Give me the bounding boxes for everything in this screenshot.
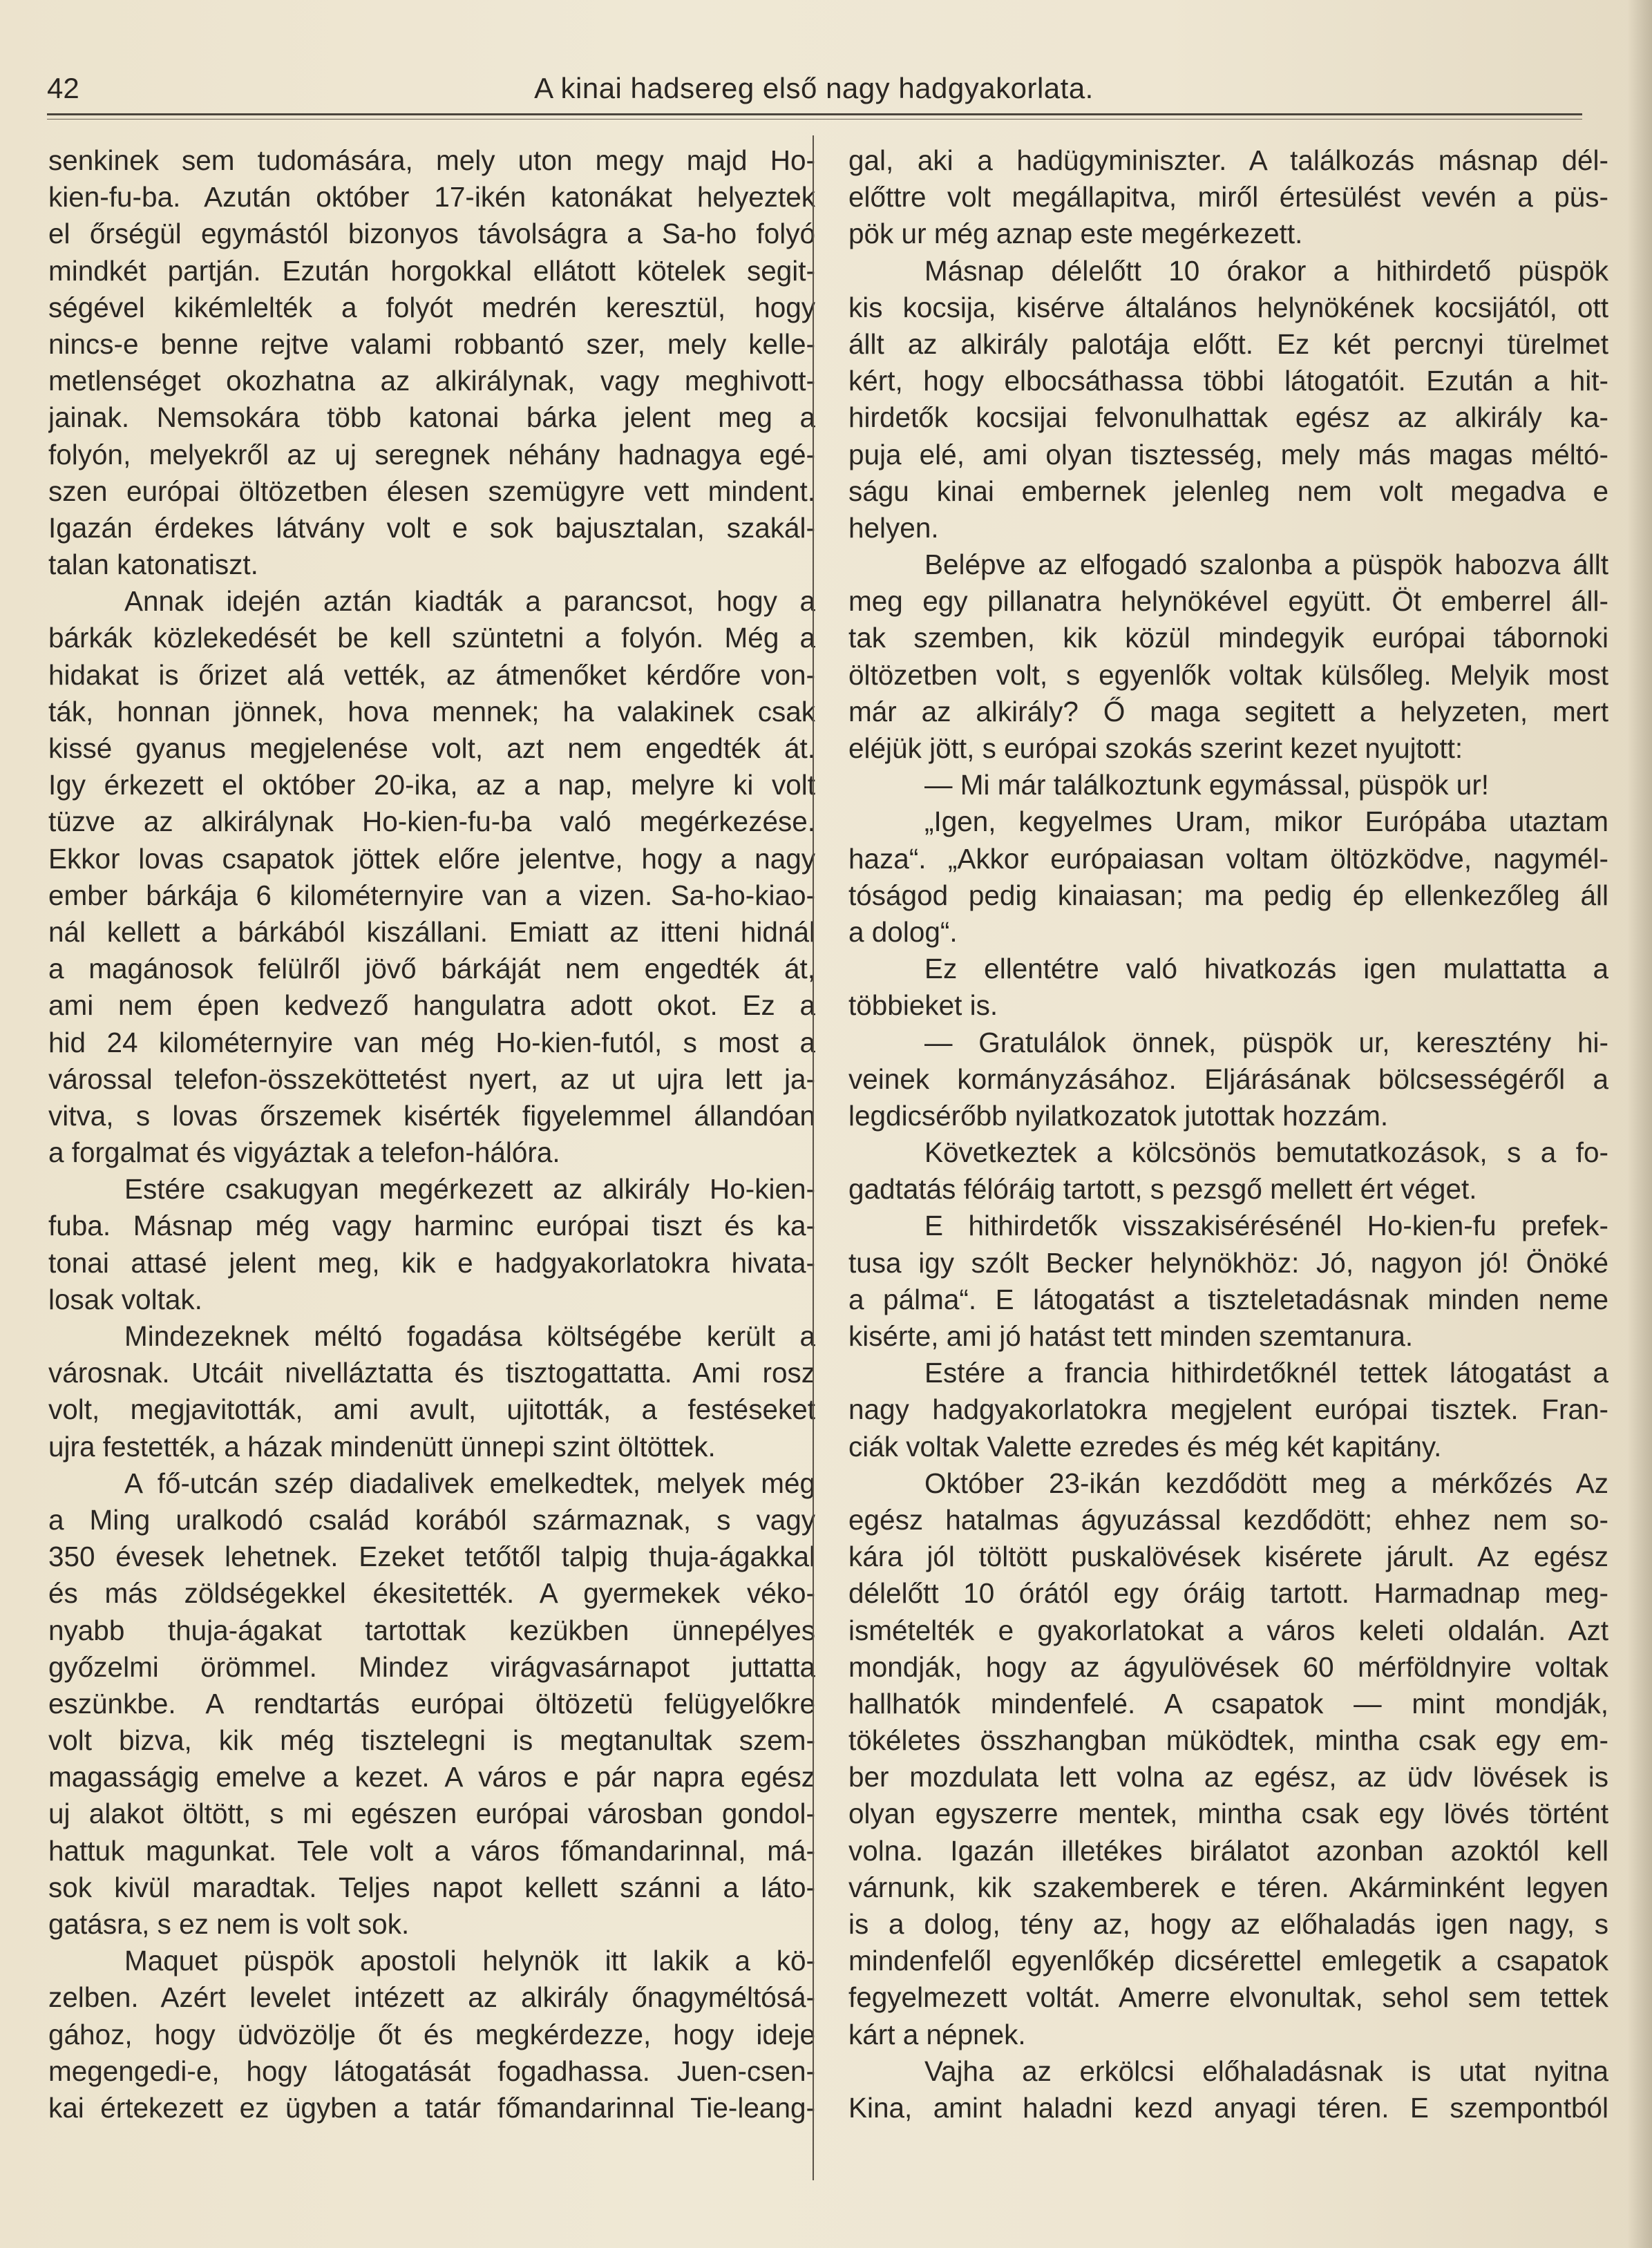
text-line: meg egy pillanatra helynökével együtt. Öt emberrel áll- [848,585,1608,618]
text-line: — Mi már találkoztunk egymással, püspök ur! [924,769,1490,801]
text-line: talan katonatiszt. [48,549,258,581]
text-line: gatásra, s ez nem is volt sok. [48,1908,410,1940]
running-title: A kinai hadsereg első nagy hadgyakorlata. [534,72,1094,104]
text-line: mindenfelől egyenlőkép dicsérettel emlegetik a csapatok [848,1945,1608,1977]
text-line: ber mozdulata lett volna az egész, az üdv lövések is [848,1761,1608,1793]
text-line: Igazán érdekes látvány volt e sok bajusztalan, szakál- [48,511,815,544]
text-line: vitva, s lovas őrszemek kisérték figyelemmel állandóan [48,1099,815,1132]
text-line: délelőtt 10 órától egy óráig tartott. Harmadnap meg- [848,1577,1608,1610]
text-line: kis kocsija, kisérve általános helynökének kocsijától, ott [848,291,1608,323]
text-line: ságu kinai embernek jelenleg nem volt megadva e [848,475,1608,507]
text-line: fegyelmezett voltát. Amerre elvonultak, sehol sem tettek [848,1981,1608,2014]
text-line: ták, honnan jönnek, hova mennek; ha valakinek csak [48,695,815,727]
text-line: volt bizva, kik még tisztelegni is megtanultak szem- [48,1724,815,1757]
right-column [848,142,1608,2126]
text-line: nál kellett a bárkából kiszállani. Emiatt az itteni hidnál [48,915,815,948]
text-line: kai értekezett ez ügyben a tatár főmandarinnal Tie-leang- [48,2091,815,2124]
text-line: senkinek sem tudomására, mely uton megy majd Ho- [48,144,815,176]
left-column [48,142,815,2126]
text-line: a dolog“. [848,915,958,948]
text-line: Belépve az elfogadó szalonba a püspök habozva állt [924,549,1608,581]
text-line: hid 24 kilométernyire van még Ho-kien-futól, s most a [48,1026,815,1058]
text-line: hidakat is őrizet alá vették, az átmenőket kérdőre von- [48,658,815,691]
text-line: ségével kikémlelték a folyót medrén keresztül, hogy [48,291,815,323]
text-line: ciák voltak Valette ezredes és még két kapitány. [848,1430,1442,1463]
text-line: ujra festették, a házak mindenütt ünnepi szint öltöttek. [48,1430,716,1463]
text-line: magasságig emelve a kezet. A város e pár napra egész [48,1761,815,1793]
text-line: városnak. Utcáit nivelláztatta és tisztogattatta. Ami rosz [48,1357,815,1389]
text-line: győzelmi örömmel. Mindez virágvasárnapot juttatta [48,1650,815,1683]
column-divider [813,135,814,2180]
text-line: sok kivül maradtak. Teljes napot kellett szánni a láto- [48,1871,815,1903]
text-line: volt, megjavitották, ami avult, ujitották, a festéseket [48,1393,815,1426]
text-line: volna. Igazán illetékes birálatot azonban azoktól kell [848,1834,1608,1867]
text-line: nincs-e benne rejtve valami robbantó szer, mely kelle- [48,327,815,360]
text-line: hallhatók mindenfelé. A csapatok — mint mondják, [848,1687,1608,1720]
text-line: Igy érkezett el október 20-ika, az a nap, melyre ki volt [48,769,815,801]
text-line: kért, hogy elbocsáthassa többi látogatóit. Ezután a hit- [848,365,1608,397]
text-line: is a dolog, tény az, hogy az előhaladás igen nagy, s [848,1908,1608,1940]
text-line: kien-fu-ba. Azután október 17-ikén katonákat helyeztek [48,181,815,213]
text-line: gal, aki a hadügyminiszter. A találkozás másnap dél- [848,144,1608,176]
text-line: Estére csakugyan megérkezett az alkirály Ho-kien- [124,1173,815,1206]
text-line: Ekkor lovas csapatok jöttek előre jelentve, hogy a nagy [48,842,815,875]
text-line: hattuk magunkat. Tele volt a város főmandarinnal, má- [48,1834,815,1867]
text-line: kisérte, ami jó hatást tett minden szemtanura. [848,1320,1414,1352]
text-line: tak szemben, kik közül mindegyik európai tábornoki [848,622,1608,654]
text-line: nagy hadgyakorlatokra megjelent európai tisztek. Fran- [848,1393,1608,1426]
text-line: Másnap délelőtt 10 órakor a hithirdető püspök [924,254,1608,287]
text-line: öltözetben volt, s egyenlők voltak külsőleg. Melyik most [848,658,1608,691]
text-line: fuba. Másnap még vagy harminc európai tiszt és ka- [48,1210,815,1242]
text-line: Kina, amint haladni kezd anyagi téren. E szempontból [848,2091,1608,2124]
text-line: eszünkbe. A rendtartás európai öltözetü felügyelőkre [48,1687,815,1720]
text-line: ismételték e gyakorlatokat a város keleti oldalán. Azt [848,1614,1608,1646]
text-line: Annak idején aztán kiadták a parancsot, hogy a [124,585,815,618]
text-line: 350 évesek lehetnek. Ezeket tetőtől talpig thuja-ágakkal [48,1541,815,1573]
text-line: bárkák közlekedését be kell szüntetni a folyón. Még a [48,622,815,654]
text-line: állt az alkirály palotája előtt. Ez két percnyi türelmet [848,327,1608,360]
text-line: A fő-utcán szép diadalivek emelkedtek, melyek még [124,1467,815,1499]
text-line: megengedi-e, hogy látogatását fogadhassa. Juen-csen- [48,2055,815,2087]
text-line: legdicsérőbb nyilatkozatok jutottak hozzám. [848,1099,1389,1132]
text-line: mondják, hogy az ágyulövések 60 mérföldnyire voltak [848,1650,1608,1683]
text-line: E hithirdetők visszakisérésénél Ho-kien-fu prefek- [924,1210,1608,1242]
text-line: Ez ellentétre való hivatkozás igen mulattatta a [924,953,1608,985]
text-line: veinek kormányzásához. Eljárásának bölcsességéről a [848,1063,1608,1095]
text-line: Mindezeknek méltó fogadása költségébe került a [124,1320,815,1352]
text-line: ember bárkája 6 kilométernyire van a vizen. Sa-ho-kiao- [48,879,815,911]
page-header [47,68,1581,116]
text-line: Október 23-ikán kezdődött meg a mérkőzés Az [924,1467,1608,1499]
text-line: előttre volt megállapitva, miről értesülést vevén a püs- [848,181,1608,213]
text-line: — Gratulálok önnek, püspök ur, keresztény hi- [924,1026,1608,1058]
text-line: pök ur még aznap este megérkezett. [848,218,1303,250]
text-line: gadtatás félóráig tartott, s pezsgő mellett ért véget. [848,1173,1477,1206]
text-line: ami nem épen kedvező hangulatra adott okot. Ez a [48,989,815,1022]
text-line: tóságod pedig kinaiasan; ma pedig ép ellenkezőleg áll [848,879,1608,911]
text-line: folyón, melyekről az uj seregnek néhány hadnagya egé- [48,438,815,470]
text-line: a forgalmat és vigyáztak a telefon-hálóra. [48,1136,560,1169]
text-line: puja elé, ami olyan tisztesség, mely más magas méltó- [848,438,1608,470]
text-line: Maquet püspök apostoli helynök itt lakik a kö- [124,1945,815,1977]
page-edge-shadow [1627,0,1652,2248]
text-line: a pálma“. E látogatást a tiszteletadásnak minden neme [848,1283,1608,1315]
text-line: Estére a francia hithirdetőknél tettek látogatást a [924,1357,1608,1389]
text-line: haza“. „Akkor európaiasan voltam öltözködve, nagymél- [848,842,1608,875]
text-line: tusa igy szólt Becker helynökhöz: Jó, nagyon jó! Önöké [848,1246,1608,1279]
text-line: szen európai öltözetben élesen szemügyre vett mindent. [48,475,815,507]
text-line: kissé gyanus megjelenése volt, azt nem engedték át. [48,732,815,764]
text-line: „Igen, kegyelmes Uram, mikor Európába utaztam [924,806,1608,838]
text-line: többieket is. [848,989,998,1022]
text-line: várnunk, kik szakemberek e téren. Akárminként legyen [848,1871,1608,1903]
text-line: kára jól töltött puskalövések kisérete járult. Az egész [848,1541,1608,1573]
text-line: mindkét partján. Ezután horgokkal ellátott kötelek segit- [48,254,815,287]
text-line: tökéletes összhangban müködtek, mintha csak egy em- [848,1724,1608,1757]
text-line: zelben. Azért levelet intézett az alkirály őnagyméltósá- [48,1981,815,2014]
text-line: eléjük jött, s európai szokás szerint kezet nyujtott: [848,732,1463,764]
text-line: már az alkirály? Ő maga segitett a helyzeten, mert [848,695,1608,727]
header-rule [47,113,1582,115]
page-number: 42 [47,72,79,104]
text-line: egész hatalmas ágyuzással kezdődött; ehhez nem so- [848,1503,1608,1536]
text-line: nyabb thuja-ágakat tartottak kezükben ünnepélyes [48,1614,815,1646]
header-rule-thin [47,119,1582,120]
text-line: olyan egyszerre mentek, mintha csak egy lövés történt [848,1798,1608,1830]
text-line: és más zöldségekkel ékesitették. A gyermekek véko- [48,1577,815,1610]
text-line: gához, hogy üdvözölje őt és megkérdezze, hogy ideje [48,2018,815,2050]
text-line: losak voltak. [48,1283,202,1315]
text-line: metlenséget okozhatna az alkirálynak, vagy meghivott- [48,365,815,397]
text-line: Következtek a kölcsönös bemutatkozások, s a fo- [924,1136,1608,1169]
text-line: a magánosok felülről jövő bárkáját nem engedték át, [48,953,815,985]
text-line: a Ming uralkodó család korából származnak, s vagy [48,1503,815,1536]
text-line: el őrségül egymástól bizonyos távolságra a Sa-ho folyó [48,218,815,250]
text-line: várossal telefon-összeköttetést nyert, az ut ujra lett ja- [48,1063,815,1095]
text-line: helyen. [848,511,939,544]
text-line: hirdetők kocsijai felvonulhattak egész az alkirály ka- [848,401,1608,434]
text-line: kárt a népnek. [848,2018,1026,2050]
text-line: jainak. Nemsokára több katonai bárka jelent meg a [48,401,815,434]
text-line: tüzve az alkirálynak Ho-kien-fu-ba való megérkezése. [48,806,815,838]
text-line: Vajha az erkölcsi előhaladásnak is utat nyitna [924,2055,1608,2087]
text-line: uj alakot öltött, s mi egészen európai városban gondol- [48,1798,815,1830]
text-line: tonai attasé jelent meg, kik e hadgyakorlatokra hivata- [48,1246,815,1279]
